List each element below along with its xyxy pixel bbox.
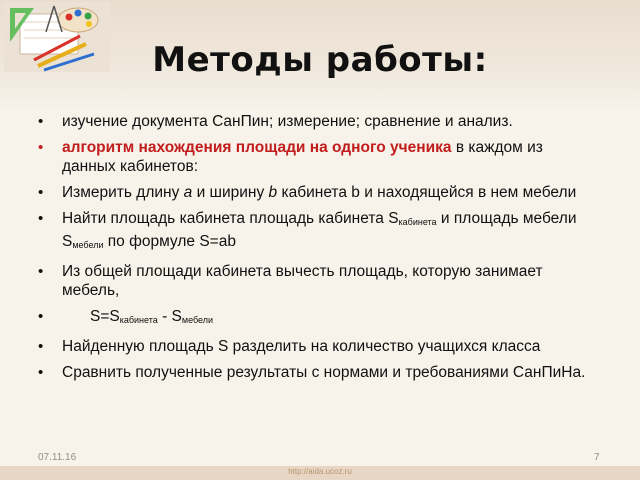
list-item bbox=[38, 337, 598, 356]
bullet-mark: • bbox=[38, 210, 44, 227]
bullet-text: Сравнить полученные результаты с нормами и требованиями СанПиНа. bbox=[62, 364, 586, 381]
subscript: кабинета bbox=[119, 315, 158, 325]
list-item bbox=[38, 363, 598, 382]
bullet-text: Найти площадь кабинета площадь кабинета S bbox=[62, 210, 399, 227]
formula bbox=[62, 308, 213, 325]
bullet-mark: • bbox=[38, 113, 44, 130]
formula-text: S=S bbox=[90, 308, 120, 325]
bullet-text: и площадь мебели S bbox=[62, 210, 577, 250]
page-title: Методы работы: bbox=[152, 40, 488, 80]
bullet-mark: • bbox=[38, 364, 44, 381]
subscript: мебели bbox=[72, 240, 104, 250]
bullet-text: Из общей площади кабинета вычесть площадь, которую занимает мебель, bbox=[62, 263, 543, 299]
bullet-mark: • bbox=[38, 139, 44, 156]
bullet-mark: • bbox=[38, 263, 44, 280]
variable-a: а bbox=[183, 184, 193, 201]
bullet-text: Найденную площадь S разделить на количество учащихся класса bbox=[62, 338, 541, 355]
bullet-text: кабинета b и находящейся в нем мебели bbox=[277, 184, 577, 201]
page-number: 7 bbox=[594, 452, 600, 463]
bullet-text: по формуле S=ab bbox=[103, 233, 236, 250]
list-item bbox=[38, 307, 598, 330]
subscript: мебели bbox=[181, 315, 214, 325]
list-item bbox=[38, 112, 598, 131]
bullet-list bbox=[38, 112, 598, 389]
bullet-text: в каждом из данных кабинетов: bbox=[62, 139, 543, 175]
bullet-text: изучение документа СанПин; измерение; сравнение и анализ. bbox=[62, 113, 513, 130]
bullet-mark: • bbox=[38, 184, 44, 201]
list-item bbox=[38, 138, 598, 176]
subscript: кабинета bbox=[398, 217, 437, 227]
highlighted-text: алгоритм нахождения площади на одного ученика bbox=[62, 139, 452, 156]
variable-b: b bbox=[268, 184, 278, 201]
footer-date: 07.11.16 bbox=[38, 452, 77, 463]
list-item bbox=[38, 183, 598, 202]
list-item bbox=[38, 209, 598, 255]
bullet-mark: • bbox=[38, 338, 44, 355]
footer-url: http://aida.ucoz.ru bbox=[288, 467, 352, 476]
bullet-mark: • bbox=[38, 308, 44, 325]
list-item bbox=[38, 262, 598, 300]
bullet-text: Измерить длину bbox=[62, 184, 184, 201]
bullet-text: и ширину bbox=[192, 184, 269, 201]
formula-text: - S bbox=[157, 308, 182, 325]
